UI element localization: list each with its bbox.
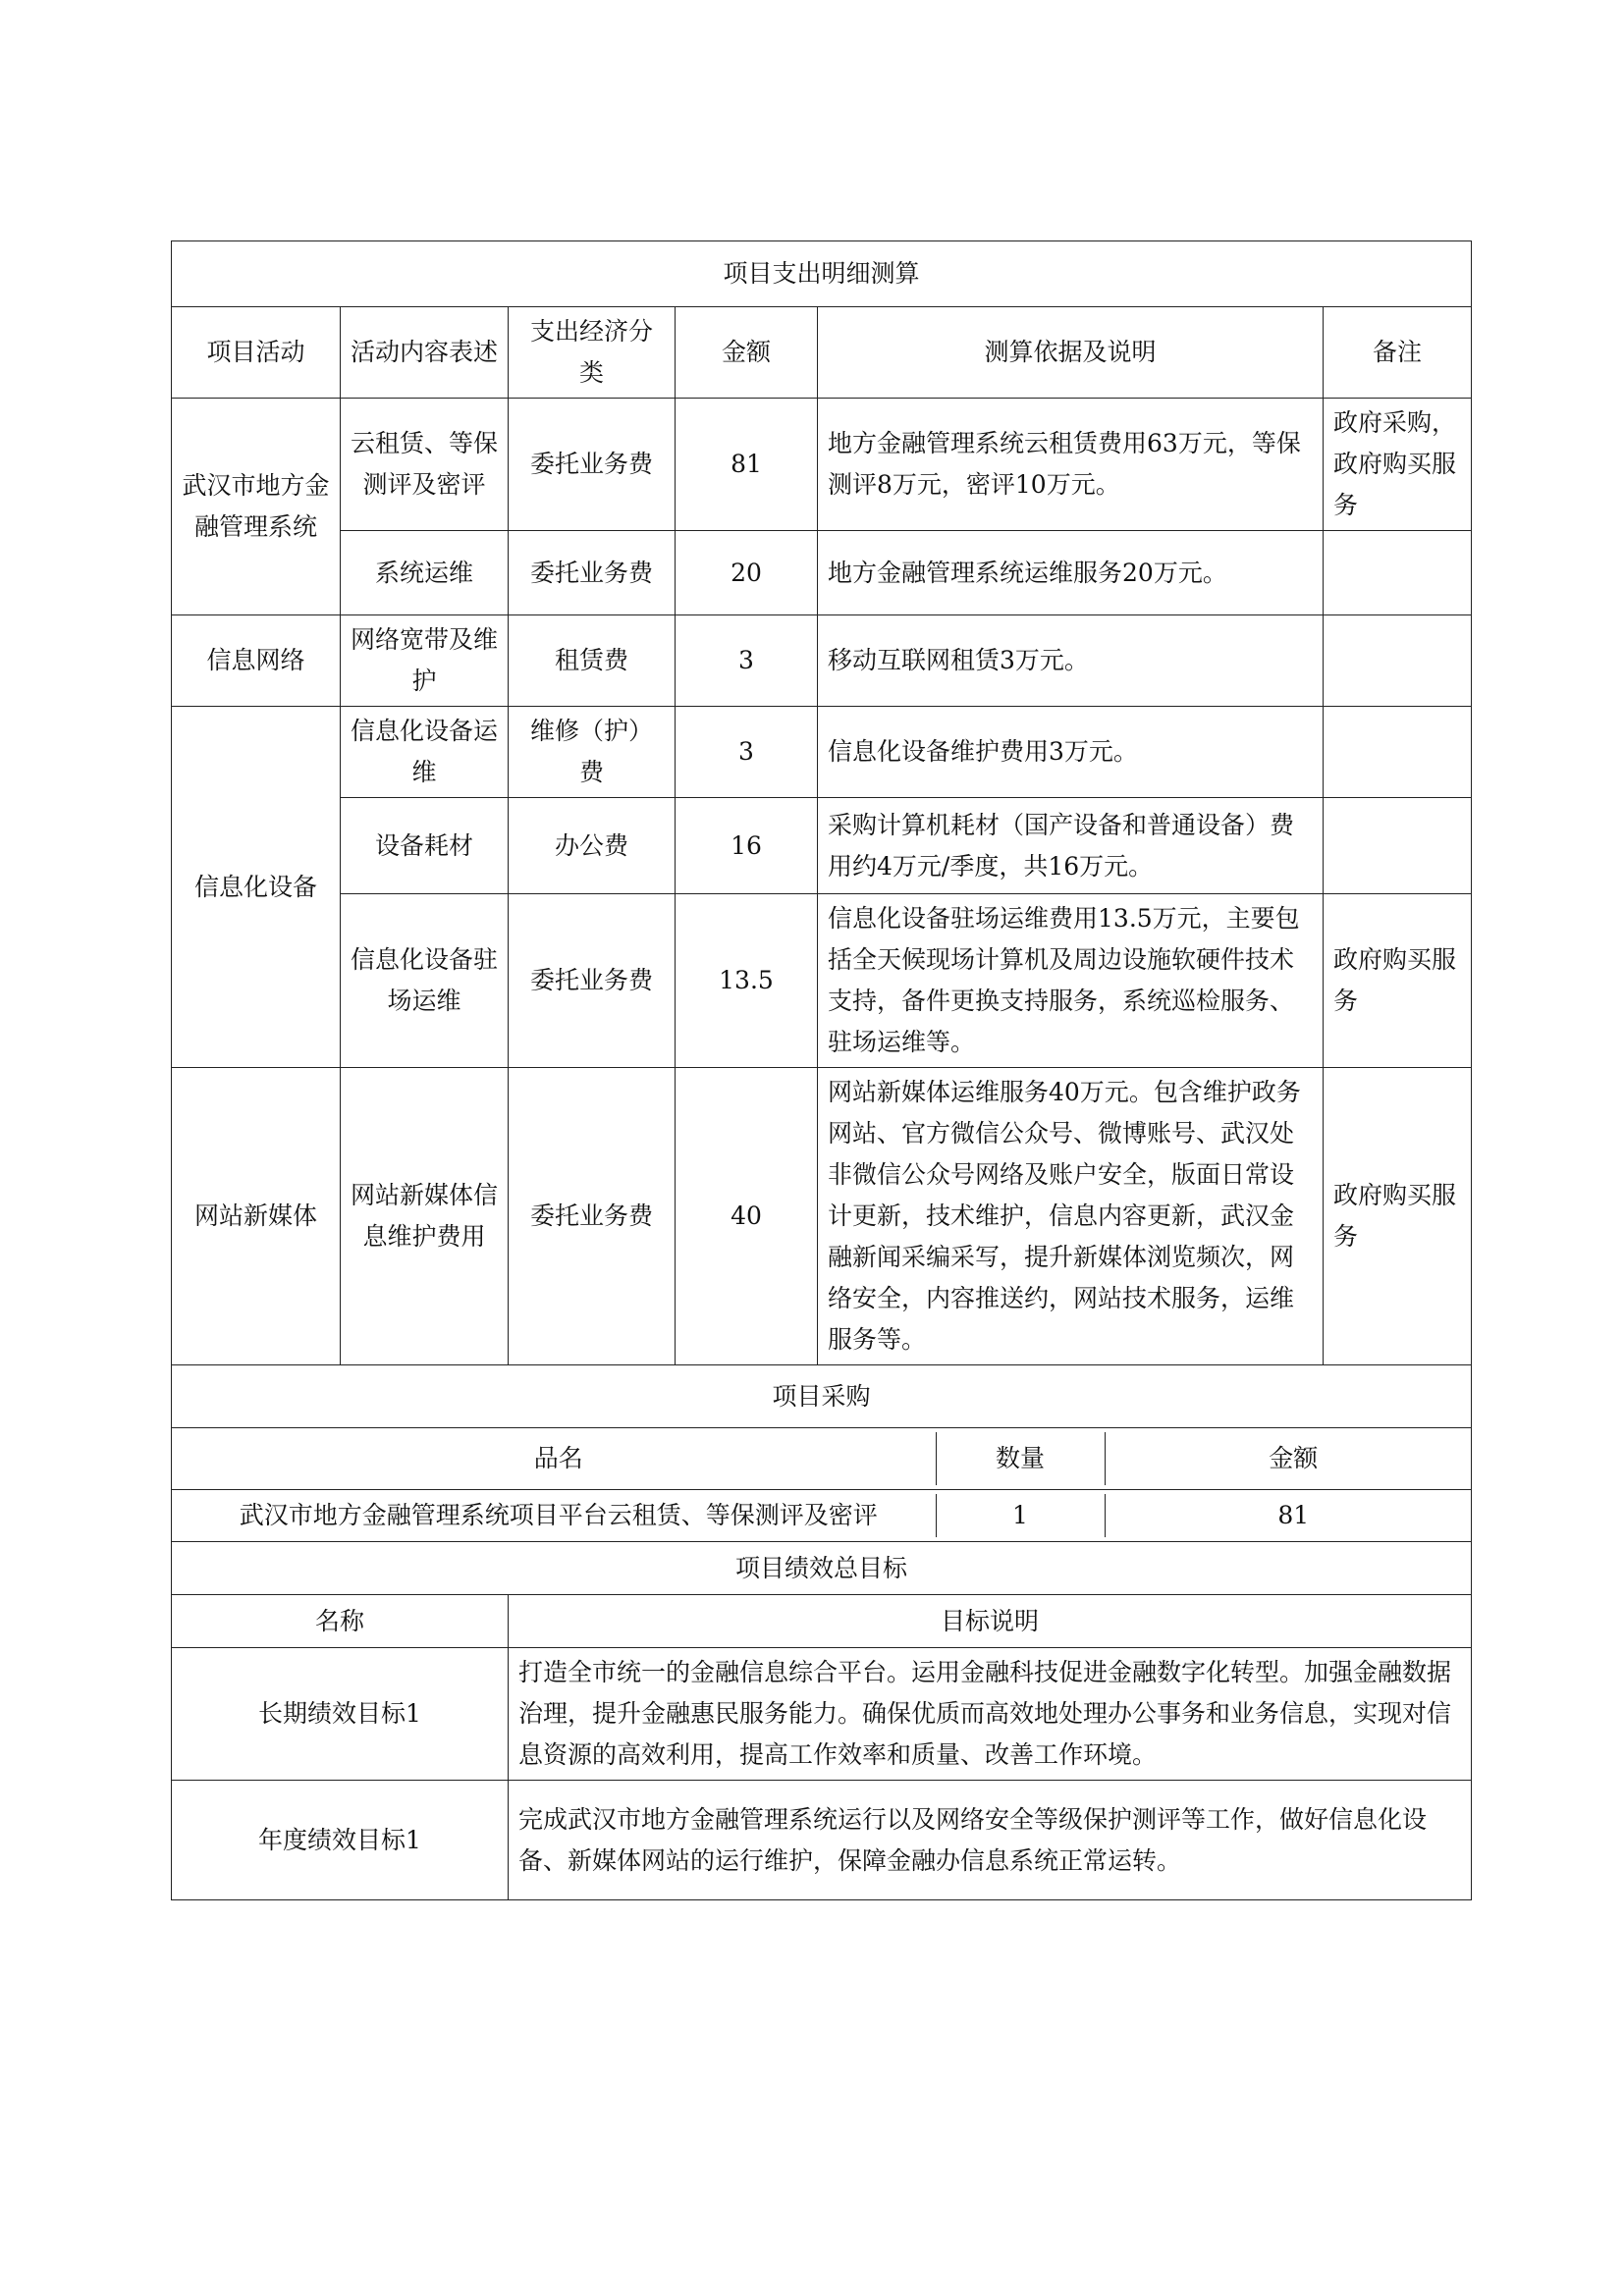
header-activity: 项目活动	[172, 307, 341, 399]
header-note: 备注	[1324, 307, 1472, 399]
table-row	[172, 615, 1472, 707]
note-cell: 政府采购，政府购买服务	[1324, 399, 1472, 531]
amount-cell: 16	[676, 798, 818, 894]
content-cell: 信息化设备驻场运维	[341, 894, 509, 1068]
performance-goal-desc: 完成武汉市地方金融管理系统运行以及网络安全等级保护测评等工作，做好信息化设备、新媒体网站的运行维护，保障金融办信息系统正常运转。	[509, 1781, 1472, 1900]
performance-goal-name: 年度绩效目标1	[172, 1781, 509, 1900]
table-row	[172, 1068, 1472, 1365]
activity-cell: 网站新媒体	[172, 1068, 341, 1365]
activity-cell: 信息化设备	[172, 707, 341, 1068]
note-cell	[1324, 615, 1472, 707]
content-cell: 云租赁、等保测评及密评	[341, 399, 509, 531]
amount-cell: 20	[676, 531, 818, 615]
table-row	[172, 798, 1472, 894]
table-row	[172, 1781, 1472, 1900]
procurement-section-title: 项目采购	[172, 1365, 1472, 1428]
procurement-header-name: 品名	[533, 1444, 583, 1472]
content-cell: 网络宽带及维护	[341, 615, 509, 707]
procurement-table	[172, 1428, 1472, 1490]
header-basis: 测算依据及说明	[818, 307, 1324, 399]
basis-cell: 信息化设备维护费用3万元。	[818, 707, 1324, 798]
basis-cell: 信息化设备驻场运维费用13.5万元，主要包括全天候现场计算机及周边设施软硬件技术支持，备件更换支持服务，系统巡检服务、驻场运维等。	[818, 894, 1324, 1068]
performance-section-title: 项目绩效总目标	[172, 1542, 1472, 1595]
category-cell: 委托业务费	[509, 531, 676, 615]
note-cell	[1324, 798, 1472, 894]
basis-cell: 网站新媒体运维服务40万元。包含维护政务网站、官方微信公众号、微博账号、武汉处非微信公众号网络及账户安全，版面日常设计更新，技术维护，信息内容更新，武汉金融新闻采编采写，提升新媒体浏览频次，网络安全，内容推送约，网站技术服务，运维服务等。	[818, 1068, 1324, 1365]
performance-goal-desc: 打造全市统一的金融信息综合平台。运用金融科技促进金融数字化转型。加强金融数据治理，提升金融惠民服务能力。确保优质而高效地处理办公事务和业务信息，实现对信息资源的高效利用，提高工作效率和质量、改善工作环境。	[509, 1648, 1472, 1781]
activity-cell: 武汉市地方金融管理系统	[172, 399, 341, 615]
amount-cell: 13.5	[676, 894, 818, 1068]
procurement-header-amount: 金额	[1105, 1432, 1472, 1485]
table-row	[172, 531, 1472, 615]
procurement-item-amount: 81	[1105, 1494, 1472, 1537]
performance-header-desc: 目标说明	[509, 1595, 1472, 1648]
category-cell: 委托业务费	[509, 894, 676, 1068]
note-cell: 政府购买服务	[1324, 894, 1472, 1068]
category-cell: 委托业务费	[509, 399, 676, 531]
note-cell	[1324, 707, 1472, 798]
activity-cell: 信息网络	[172, 615, 341, 707]
performance-header-name: 名称	[172, 1595, 509, 1648]
note-cell	[1324, 531, 1472, 615]
procurement-row	[172, 1490, 1472, 1542]
basis-cell: 采购计算机耗材（国产设备和普通设备）费用约4万元/季度，共16万元。	[818, 798, 1324, 894]
basis-cell: 移动互联网租赁3万元。	[818, 615, 1324, 707]
performance-goal-name: 长期绩效目标1	[172, 1648, 509, 1781]
content-cell: 设备耗材	[341, 798, 509, 894]
amount-cell: 81	[676, 399, 818, 531]
basis-cell: 地方金融管理系统运维服务20万元。	[818, 531, 1324, 615]
procurement-item-qty: 1	[936, 1494, 1105, 1537]
table-row	[172, 707, 1472, 798]
procurement-header-qty: 数量	[936, 1432, 1105, 1485]
header-amount: 金额	[676, 307, 818, 399]
content-cell: 信息化设备运维	[341, 707, 509, 798]
category-cell: 办公费	[509, 798, 676, 894]
header-content: 活动内容表述	[341, 307, 509, 399]
category-cell: 租赁费	[509, 615, 676, 707]
note-cell: 政府购买服务	[1324, 1068, 1472, 1365]
category-cell: 维修（护）费	[509, 707, 676, 798]
header-category: 支出经济分类	[509, 307, 676, 399]
table-row	[172, 894, 1472, 1068]
budget-table	[171, 240, 1472, 1900]
expense-section-title: 项目支出明细测算	[172, 241, 1472, 307]
basis-cell: 地方金融管理系统云租赁费用63万元，等保测评8万元，密评10万元。	[818, 399, 1324, 531]
table-row	[172, 1648, 1472, 1781]
amount-cell: 3	[676, 707, 818, 798]
amount-cell: 3	[676, 615, 818, 707]
content-cell: 网站新媒体信息维护费用	[341, 1068, 509, 1365]
amount-cell: 40	[676, 1068, 818, 1365]
content-cell: 系统运维	[341, 531, 509, 615]
table-row	[172, 399, 1472, 531]
procurement-item-name: 武汉市地方金融管理系统项目平台云租赁、等保测评及密评	[239, 1501, 878, 1529]
category-cell: 委托业务费	[509, 1068, 676, 1365]
